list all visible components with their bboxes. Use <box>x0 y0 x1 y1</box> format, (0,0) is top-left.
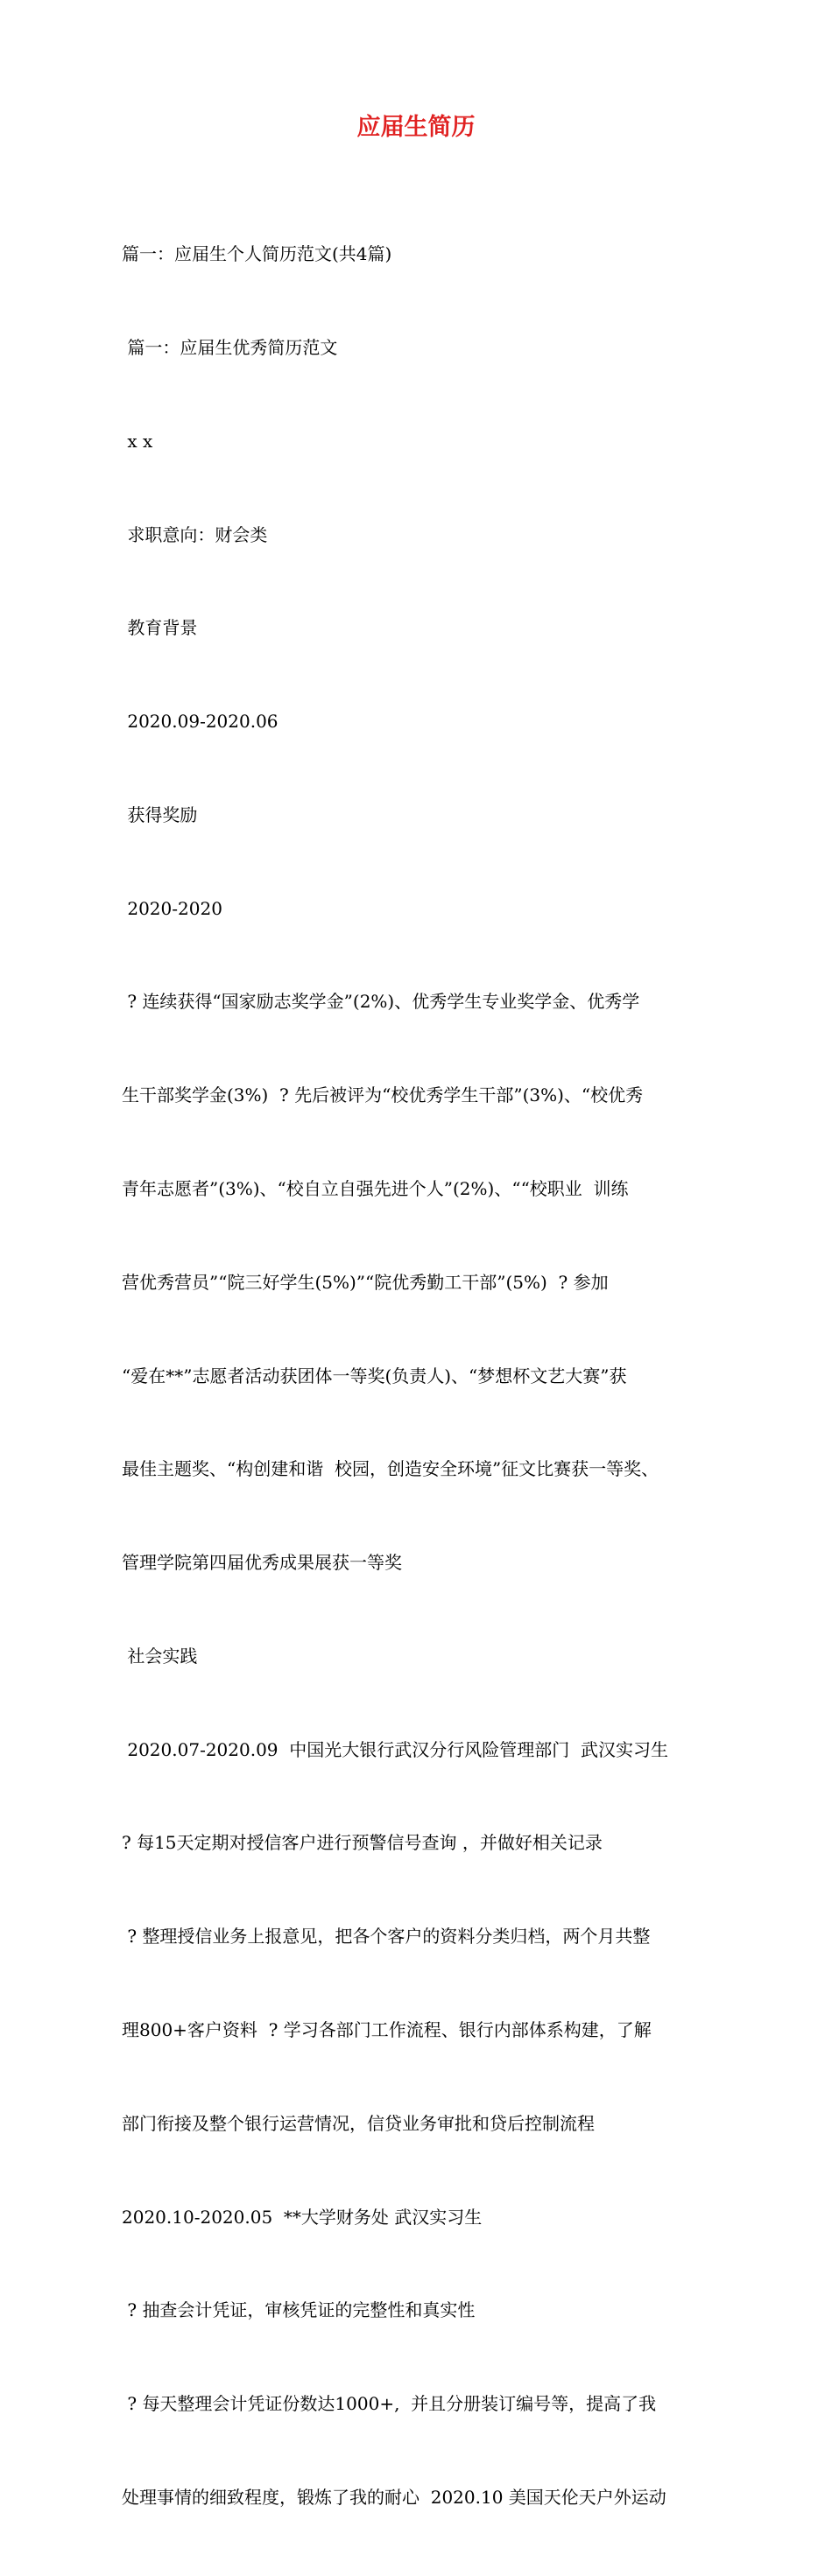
body-line: 2020.10-2020.05 **大学财务处 武汉实习生 <box>122 2206 483 2228</box>
body-line: 部门衔接及整个银行运营情况，信贷业务审批和贷后控制流程 <box>122 2112 595 2134</box>
body-line: ? 每天整理会计凭证份数达1000+, 并且分册装订编号等，提高了我 <box>122 2393 657 2415</box>
body-line: 2020-2020 <box>122 897 222 919</box>
body-line: 2020.09-2020.06 <box>122 711 279 733</box>
document-title: 应届生简历 <box>356 114 476 141</box>
body-line: ? 整理授信业务上报意见，把各个客户的资料分类归档，两个月共整 <box>122 1926 651 1948</box>
body-line: 社会实践 <box>122 1645 198 1667</box>
body-line: x x <box>122 430 153 452</box>
body-line: 最佳主题奖、“构创建和谐 校园，创造安全环境”征文比赛获一等奖、 <box>122 1458 659 1480</box>
body-line: 教育背景 <box>122 617 198 639</box>
body-line: 青年志愿者”(3%)、“校自立自强先进个人”(2%)、““校职业 训练 <box>122 1178 629 1199</box>
body-line: ? 抽查会计凭证，审核凭证的完整性和真实性 <box>122 2299 476 2321</box>
body-line: 篇一：应届生优秀简历范文 <box>122 336 338 358</box>
body-line: ? 连续获得“国家励志奖学金”(2%)、优秀学生专业奖学金、优秀学 <box>122 991 640 1013</box>
body-line: 营优秀营员”“院三好学生(5%)”“院优秀勤工干部”(5%) ? 参加 <box>122 1271 609 1293</box>
body-line: “爱在**”志愿者活动获团体一等奖(负责人)、“梦想杯文艺大赛”获 <box>122 1365 627 1386</box>
body-line: 获得奖励 <box>122 804 198 825</box>
body-line: 求职意向：财会类 <box>122 523 268 545</box>
body-line: 生干部奖学金(3%) ? 先后被评为“校优秀学生干部”(3%)、“校优秀 <box>122 1084 644 1106</box>
body-line: 管理学院第四届优秀成果展获一等奖 <box>122 1552 402 1574</box>
body-line: 处理事情的细致程度，锻炼了我的耐心 2020.10 美国天伦天户外运动 <box>122 2486 666 2508</box>
body-line: ? 每15天定期对授信客户进行预警信号查询 ，并做好相关记录 <box>122 1832 603 1854</box>
body-line: 理800+客户资料 ? 学习各部门工作流程、银行内部体系构建，了解 <box>122 2019 652 2041</box>
document-body <box>122 177 726 2576</box>
body-line: 篇一：应届生个人简历范文(共4篇) <box>122 243 392 265</box>
body-line: 2020.07-2020.09 中国光大银行武汉分行风险管理部门 武汉实习生 <box>122 1738 668 1760</box>
